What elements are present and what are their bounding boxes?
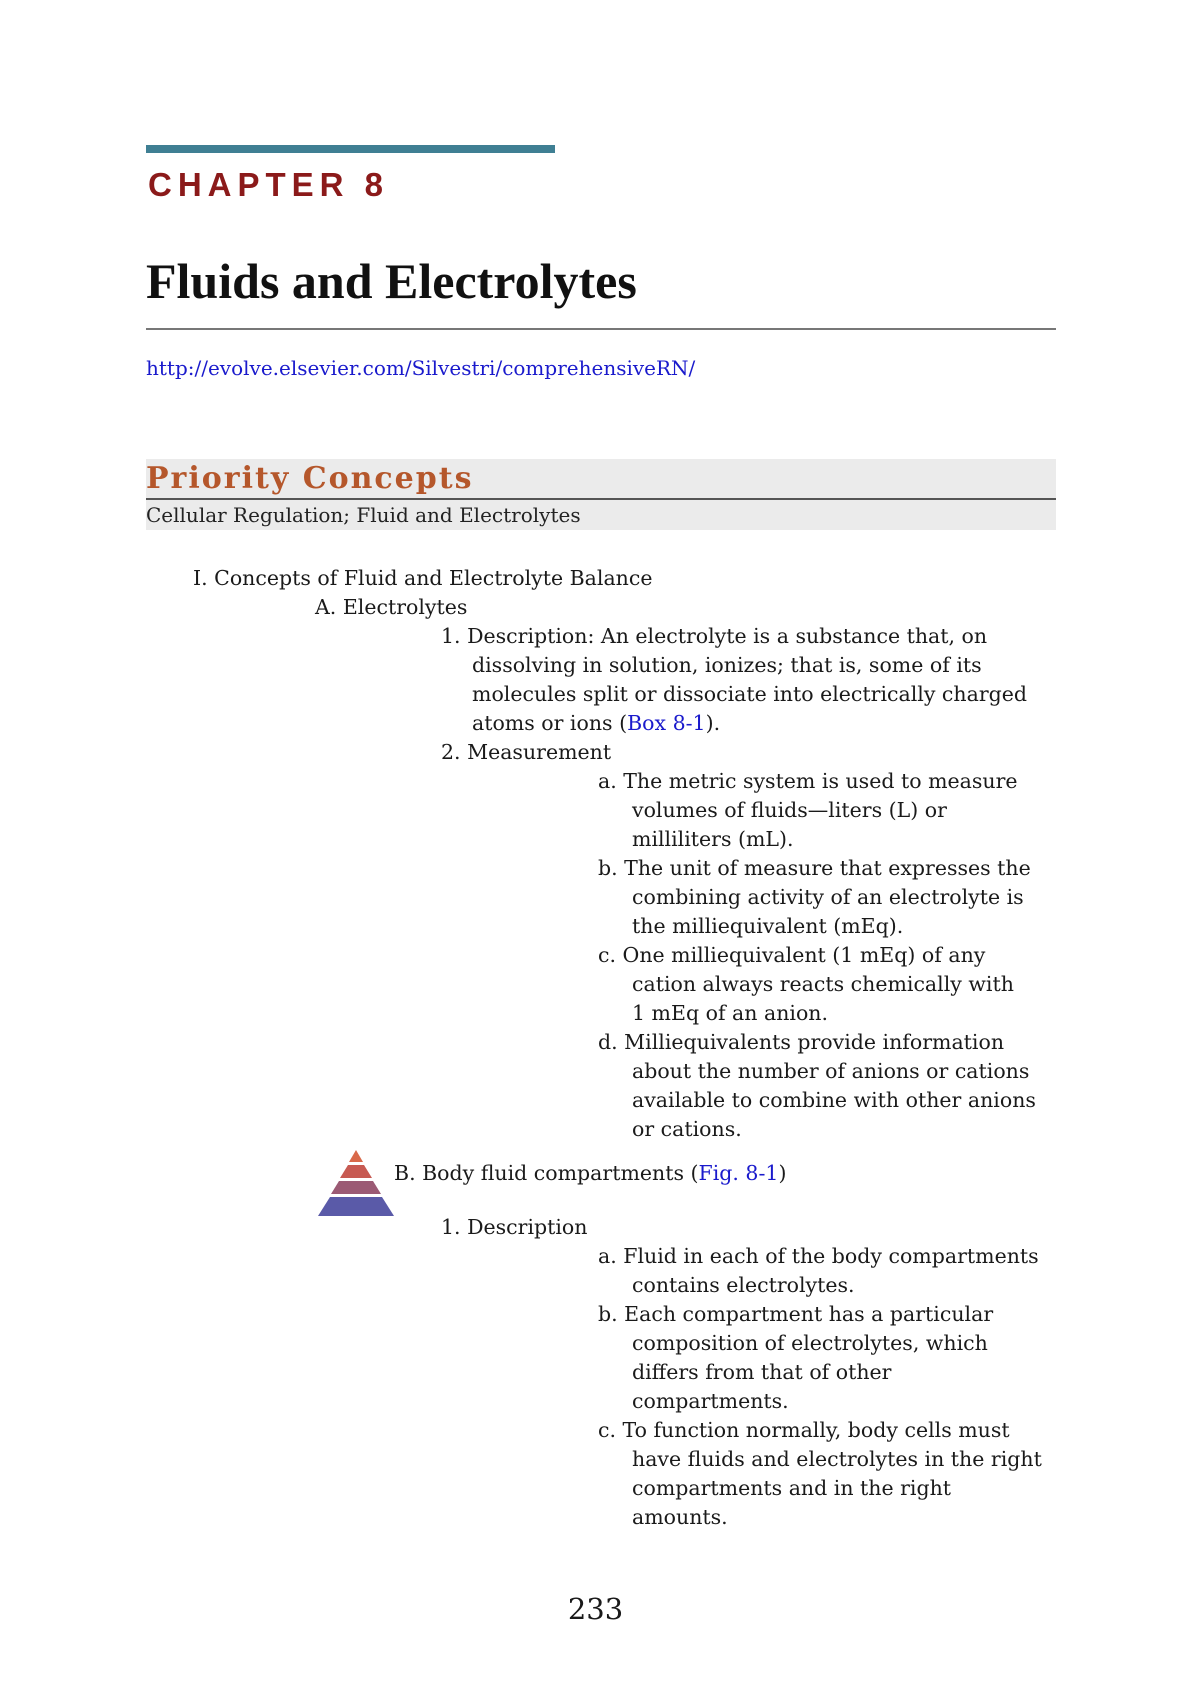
outline-item-a2b: b. The unit of measure that expresses the: [598, 856, 1031, 880]
outline-item-b1c-cont: have fluids and electrolytes in the right: [632, 1447, 1042, 1471]
outline-item-b1c: c. To function normally, body cells must: [598, 1418, 1010, 1442]
outline-item-b1b-cont: composition of electrolytes, which: [632, 1331, 988, 1355]
outline-item-a1-cont: atoms or ions (Box 8-1).: [472, 711, 721, 735]
outline-item-a1-cont: molecules split or dissociate into electrically charged: [472, 682, 1028, 706]
outline-item-b1c-cont: amounts.: [632, 1505, 728, 1529]
fig-8-1-link[interactable]: Fig. 8-1: [698, 1161, 779, 1185]
outline-item-b1: 1. Description: [441, 1215, 588, 1239]
outline-item-a2d: d. Milliequivalents provide information: [598, 1030, 1005, 1054]
chapter-top-rule: [146, 145, 555, 153]
outline-item-b1b-cont: compartments.: [632, 1389, 789, 1413]
priority-concepts-divider: [146, 498, 1056, 500]
priority-concepts-heading: Priority Concepts: [146, 461, 474, 496]
outline-item-a2c: c. One milliequivalent (1 mEq) of any: [598, 943, 986, 967]
outline-item-a2: 2. Measurement: [441, 740, 612, 764]
outline-item-b1a: a. Fluid in each of the body compartments: [598, 1244, 1039, 1268]
outline-item-a2a-cont: volumes of fluids—liters (L) or: [632, 798, 947, 822]
outline-item-a2a-cont: milliliters (mL).: [632, 827, 794, 851]
chapter-title: Fluids and Electrolytes: [146, 253, 637, 309]
outline-item-a2b-cont: combining activity of an electrolyte is: [632, 885, 1024, 909]
priority-concepts-text: Cellular Regulation; Fluid and Electrolytes: [146, 503, 581, 527]
outline-item-a2b-cont: the milliequivalent (mEq).: [632, 914, 904, 938]
outline-item-i: I. Concepts of Fluid and Electrolyte Balance: [193, 566, 653, 590]
outline-item-b1b: b. Each compartment has a particular: [598, 1302, 994, 1326]
outline-item-a2a: a. The metric system is used to measure: [598, 769, 1018, 793]
outline-item-a1-cont: dissolving in solution, ionizes; that is, some of its: [472, 653, 982, 677]
evolve-link[interactable]: http://evolve.elsevier.com/Silvestri/comprehensiveRN/: [146, 356, 696, 380]
outline-item-b1c-cont: compartments and in the right: [632, 1476, 952, 1500]
outline-item-a2c-cont: 1 mEq of an anion.: [632, 1001, 829, 1025]
title-divider: [146, 328, 1056, 330]
outline-item-a2d-cont: about the number of anions or cations: [632, 1059, 1030, 1083]
outline-item-a1: 1. Description: An electrolyte is a substance that, on: [441, 624, 988, 648]
outline-item-b1a-cont: contains electrolytes.: [632, 1273, 855, 1297]
page-number: 233: [567, 1592, 624, 1626]
outline-item-a2c-cont: cation always reacts chemically with: [632, 972, 1014, 996]
outline-item-b1b-cont: differs from that of other: [632, 1360, 892, 1384]
outline-item-a: A. Electrolytes: [315, 595, 468, 619]
outline-item-a2d-cont: or cations.: [632, 1117, 742, 1141]
outline-item-a2d-cont: available to combine with other anions: [632, 1088, 1036, 1112]
outline-item-b: B. Body fluid compartments (Fig. 8-1): [394, 1161, 787, 1185]
box-8-1-link[interactable]: Box 8-1: [627, 711, 706, 735]
chapter-label: CHAPTER 8: [148, 166, 390, 203]
pyramid-icon: [316, 1148, 396, 1218]
